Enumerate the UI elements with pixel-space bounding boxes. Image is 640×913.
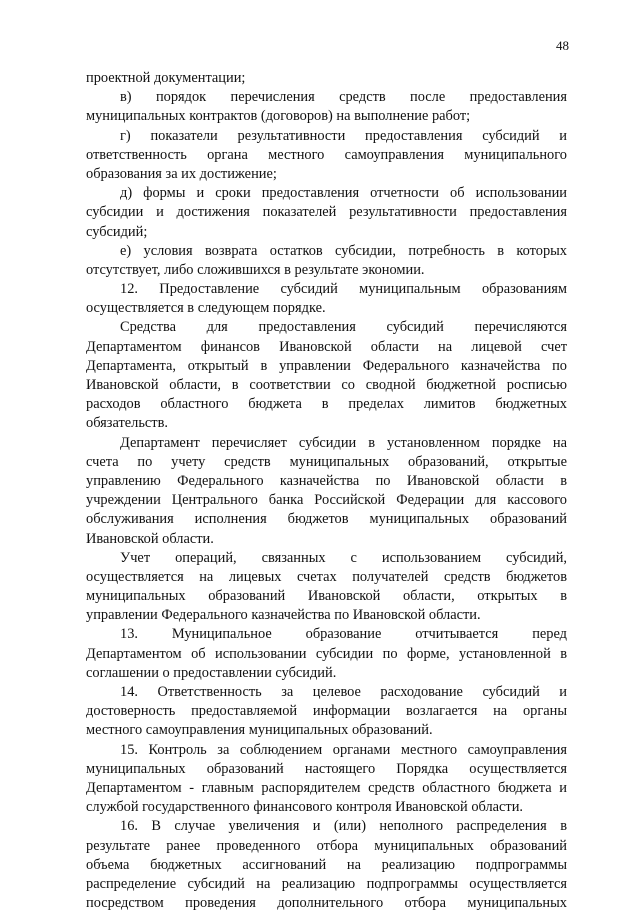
text-line: субсидий; bbox=[86, 223, 148, 240]
text-line: е) условия возврата остатков субсидии, потребность в которых bbox=[120, 242, 567, 259]
text-line: Ивановской области, в соответствии со сводной бюджетной росписью bbox=[86, 377, 567, 393]
text-line: г) показатели результативности предоставления субсидий и bbox=[120, 127, 567, 144]
text-line: отсутствует, либо сложившихся в результате экономии. bbox=[86, 261, 425, 278]
text-line: 14. Ответственность за целевое расходование субсидий и bbox=[120, 684, 567, 700]
text-line: местного самоуправления муниципальных образований. bbox=[86, 722, 433, 739]
text-line: ответственность органа местного самоуправления муниципального bbox=[86, 146, 567, 163]
text-line: управлению Федерального казначейства по Ивановской области в bbox=[86, 472, 567, 489]
text-line: осуществляется на лицевых счетах получателей средств бюджетов bbox=[86, 568, 567, 585]
text-line: Учет операций, связанных с использованием субсидий, bbox=[120, 549, 567, 566]
text-line: соглашении о предоставлении субсидий. bbox=[86, 664, 337, 681]
text-line: обязательств. bbox=[86, 415, 168, 432]
text-line: д) формы и сроки предоставления отчетности об использовании bbox=[120, 185, 567, 202]
text-line: 15. Контроль за соблюдением органами местного самоуправления bbox=[120, 741, 567, 758]
text-line: службой государственного финансового контроля Ивановской области. bbox=[86, 799, 524, 816]
text-line: учреждении Центрального банка Российской Федерации для кассового bbox=[86, 492, 567, 509]
text-line: Департаментом финансов Ивановской области на лицевой счет bbox=[86, 338, 567, 355]
text-line: Департаментом об использовании субсидии по форме, установленной в bbox=[86, 645, 567, 662]
text-line: распределение субсидий на реализацию подпрограммы осуществляется bbox=[86, 875, 567, 892]
text-line: управлении Федерального казначейства по Ивановской области. bbox=[86, 607, 481, 624]
text-line: муниципальных контрактов (договоров) на выполнение работ; bbox=[86, 108, 471, 125]
text-line: посредством проведения дополнительного отбора муниципальных bbox=[86, 895, 567, 912]
text-line: достоверность предоставляемой информации возлагается на органы bbox=[86, 703, 567, 720]
text-line: Департамента, открытый в управлении Федерального казначейства по bbox=[86, 357, 567, 374]
text-line: 12. Предоставление субсидий муниципальным образованиям bbox=[120, 281, 567, 298]
page-number: 48 bbox=[556, 38, 569, 53]
text-line: осуществляется в следующем порядке. bbox=[86, 300, 326, 317]
text-line: муниципальных образований Ивановской области, открытых в bbox=[86, 588, 567, 605]
text-line: образования за их достижение; bbox=[86, 165, 277, 182]
text-line: счета по учету средств муниципальных образований, открытые bbox=[86, 453, 567, 470]
text-line: проектной документации; bbox=[86, 70, 246, 86]
text-line: Ивановской области. bbox=[86, 530, 214, 547]
text-line: обслуживания исполнения бюджетов муниципальных образований bbox=[86, 511, 567, 528]
text-line: Департамент перечисляет субсидии в установленном порядке на bbox=[120, 434, 567, 451]
text-line: Департаментом - главным распорядителем средств областного бюджета и bbox=[86, 779, 567, 796]
text-line: 13. Муниципальное образование отчитывается перед bbox=[120, 626, 567, 643]
text-line: муниципальных образований настоящего Порядка осуществляется bbox=[86, 760, 567, 777]
text-line: 16. В случае увеличения и (или) неполного распределения в bbox=[120, 818, 567, 835]
text-line: Средства для предоставления субсидий перечисляются bbox=[120, 319, 567, 336]
document-body bbox=[86, 69, 567, 913]
text-line: расходов областного бюджета в пределах лимитов бюджетных bbox=[86, 396, 567, 413]
text-line: результате ранее проведенного отбора муниципальных образований bbox=[86, 837, 567, 854]
text-line: объема бюджетных ассигнований на реализацию подпрограммы bbox=[86, 856, 567, 873]
text-line: субсидии и достижения показателей результативности предоставления bbox=[86, 204, 567, 221]
text-line: в) порядок перечисления средств после предоставления bbox=[120, 89, 567, 106]
